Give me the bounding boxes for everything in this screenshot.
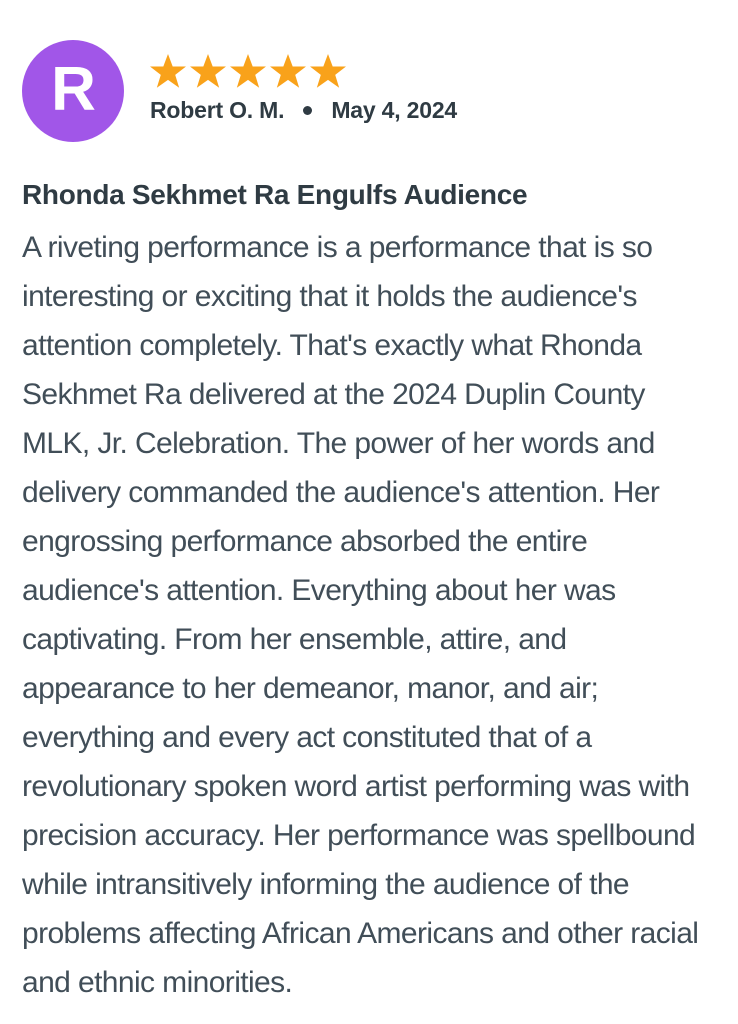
review-body-text: A riveting performance is a performance that is so interesting or exciting that it holds the audience's attention completely. That's exactly what Rhonda Sekhmet Ra delivered at the 2024 Duplin County MLK, Jr. Celebration. The power of her words and delivery commanded the audience's attention. Her engrossing performance absorbed the entire audience's attention. Everything about her was captivating. From her ensemble, attire, and appearance to her demeanor, manor, and air; everything and every act constituted that of a revolutionary spoken word artist performing was with precision accuracy. Her performance was spellbound while intransitively informing the audience of the problems affecting African Americans and other racial and ethnic minorities. xyxy=(22,230,699,999)
avatar-initial: R xyxy=(51,55,95,124)
star-icon xyxy=(230,53,266,88)
dot-separator-icon xyxy=(303,106,312,115)
review-meta xyxy=(150,40,457,124)
star-icon xyxy=(190,53,226,88)
reviewer-name: Robert O. M. xyxy=(150,97,285,123)
star-icon xyxy=(310,53,346,88)
star-rating xyxy=(150,52,457,88)
avatar xyxy=(22,40,124,142)
review-header xyxy=(22,40,714,142)
review-date: May 4, 2024 xyxy=(331,97,457,123)
reviewer-row xyxy=(150,97,457,124)
star-icon xyxy=(150,53,186,88)
star-icon xyxy=(270,53,306,88)
review-title: Rhonda Sekhmet Ra Engulfs Audience xyxy=(22,179,528,210)
